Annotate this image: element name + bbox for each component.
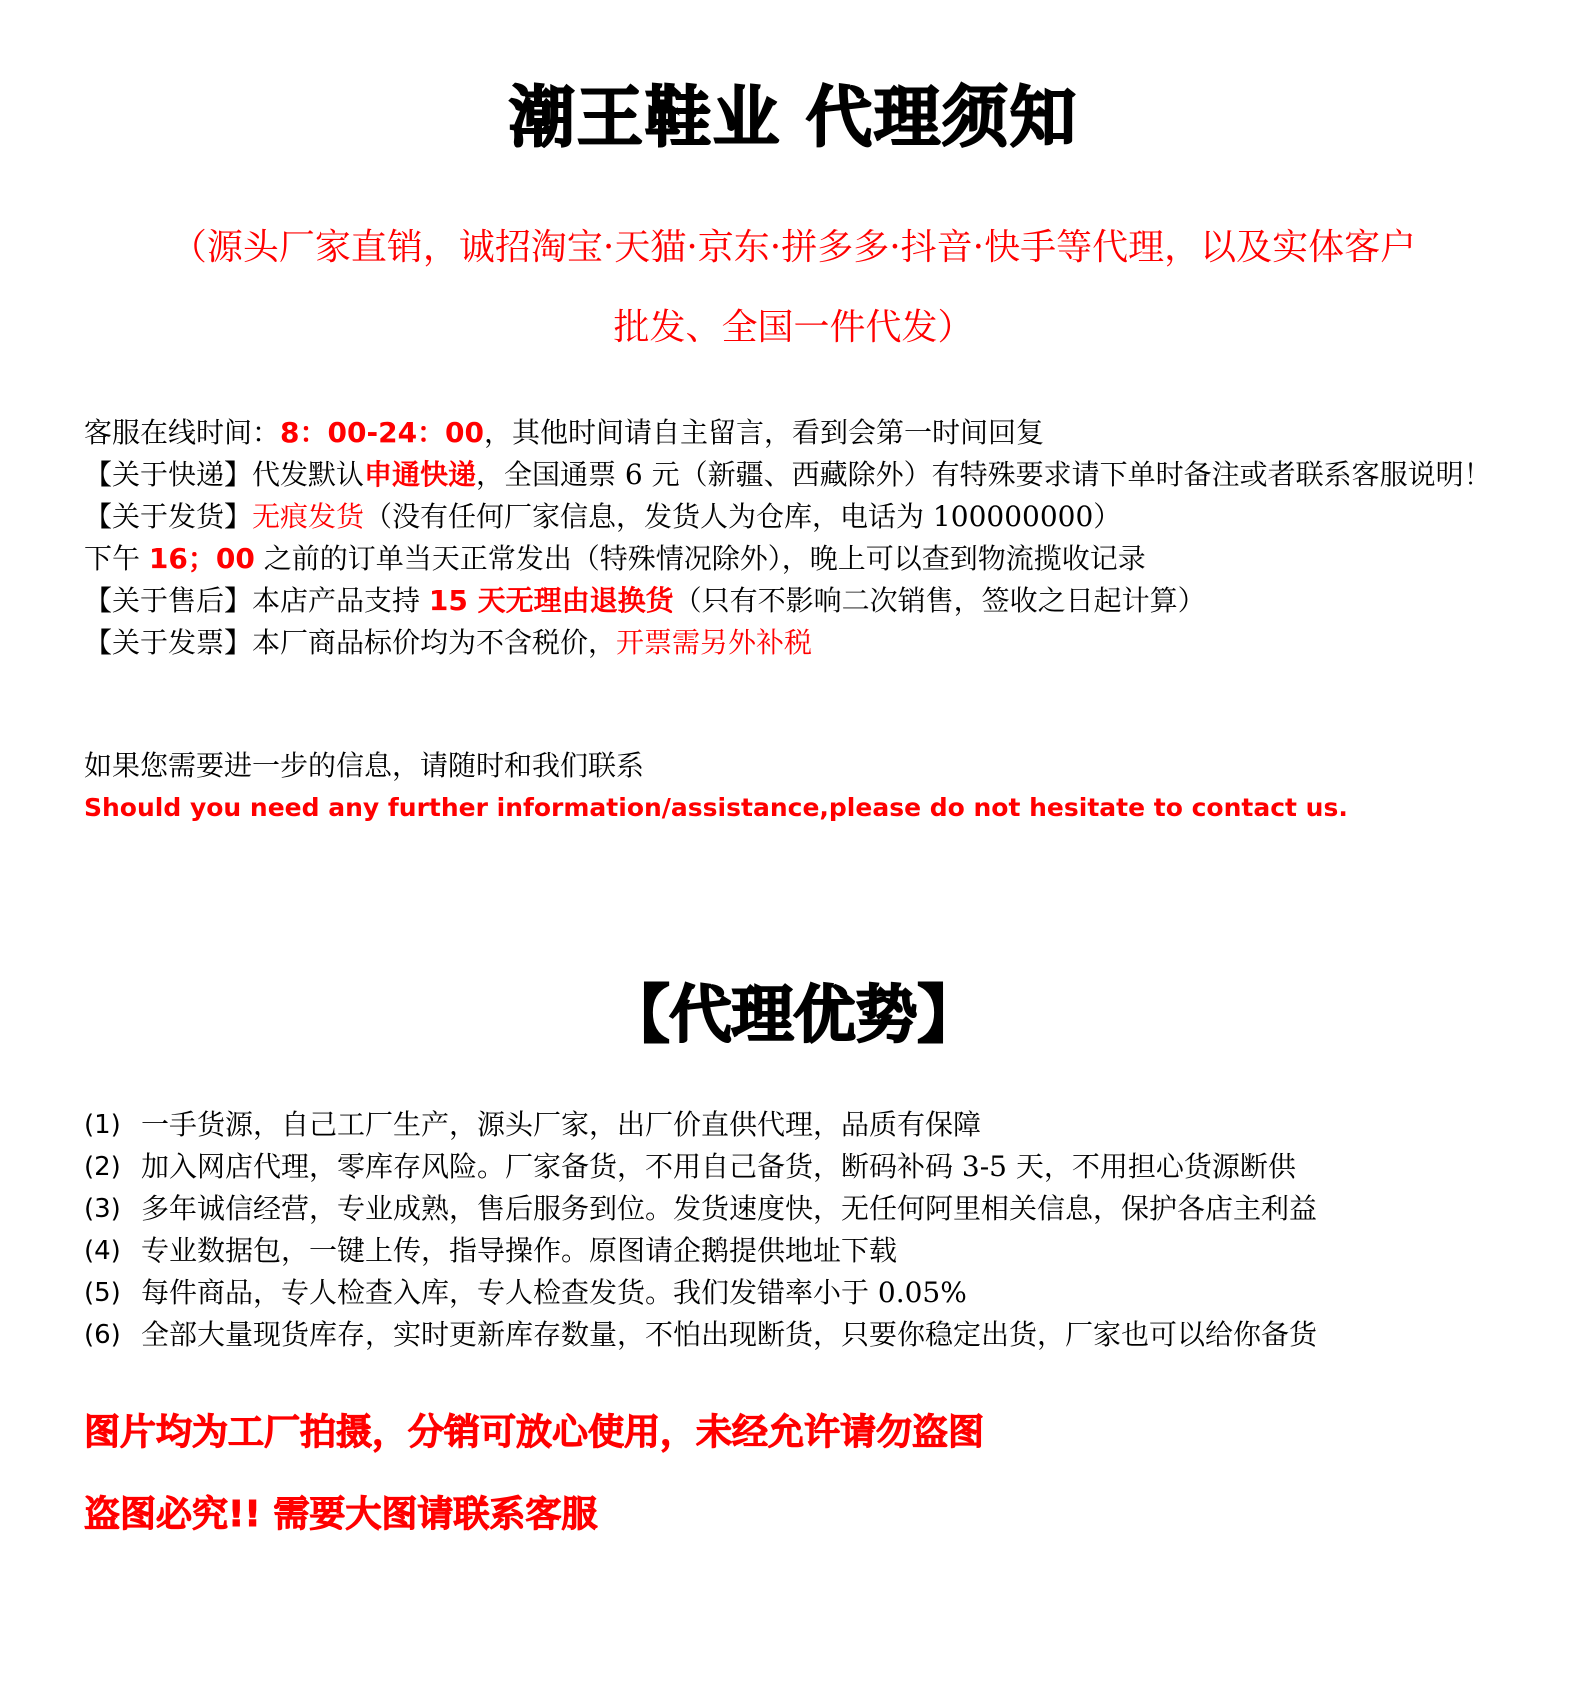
shipping-line (84, 496, 1524, 538)
aftersale-note: （只有不影响二次销售，签收之日起计算） (673, 584, 1206, 617)
copyright-warning: 图片均为工厂拍摄，分销可放心使用，未经允许请勿盗图 (84, 1412, 985, 1453)
list-item-number: (1) (84, 1110, 121, 1140)
advantages-list (84, 1104, 1524, 1356)
list-item-text: 多年诚信经营，专业成熟，售后服务到位。发货速度快，无任何阿里相关信息，保护各店主利益 (141, 1192, 1318, 1225)
list-item-number: (5) (84, 1278, 121, 1308)
list-item-text: 全部大量现货库存，实时更新库存数量，不怕出现断货，只要你稳定出货，厂家也可以给你备货 (141, 1318, 1318, 1351)
list-item (84, 1146, 1524, 1188)
list-item (84, 1104, 1524, 1146)
list-item-text: 专业数据包，一键上传，指导操作。原图请企鹅提供地址下载 (141, 1234, 898, 1267)
express-line (84, 454, 1524, 496)
shipping-label: 【关于发货】 (84, 500, 253, 533)
invoice-highlight: 开票需另外补税 (616, 626, 813, 659)
list-item-number: (4) (84, 1236, 121, 1266)
list-item (84, 1230, 1524, 1272)
invoice-line (84, 622, 1524, 664)
cutoff-note: 之前的订单当天正常发出（特殊情况除外），晚上可以查到物流揽收记录 (254, 542, 1146, 575)
contact-text-en: Should you need any further information/assistance,please do not hesitate to contact us. (84, 793, 1348, 822)
subtitle-line-2: 批发、全国一件代发） (613, 307, 974, 348)
invoice-label: 【关于发票】本厂商品标价均为不含税价， (84, 626, 617, 659)
contact-block (84, 745, 1524, 829)
notice-info-block (84, 412, 1524, 664)
list-item-number: (3) (84, 1194, 121, 1224)
list-item-text: 每件商品，专人检查入库，专人检查发货。我们发错率小于 0.05% (141, 1276, 967, 1309)
express-label: 【关于快递】代发默认 (84, 458, 365, 491)
list-item-number: (2) (84, 1152, 121, 1182)
express-carrier: 申通快递 (364, 458, 477, 491)
list-item (84, 1314, 1524, 1356)
list-item-text: 加入网店代理，零库存风险。厂家备货，不用自己备货，断码补码 3-5 天，不用担心货源断供 (141, 1150, 1296, 1183)
subtitle-line-1: （源头厂家直销，诚招淘宝·天猫·京东·拼多多·抖音·快手等代理，以及实体客户 (170, 227, 1417, 268)
aftersale-line (84, 580, 1524, 622)
express-note: ，全国通票 6 元（新疆、西藏除外）有特殊要求请下单时备注或者联系客服说明！ (476, 458, 1492, 491)
service-hours-label: 客服在线时间： (84, 416, 281, 449)
list-item-text: 一手货源，自己工厂生产，源头厂家，出厂价直供代理，品质有保障 (141, 1108, 982, 1141)
service-hours-note: ，其他时间请自主留言，看到会第一时间回复 (484, 416, 1045, 449)
cutoff-line (84, 538, 1524, 580)
contact-for-images-warning: 盗图必究!! 需要大图请联系客服 (84, 1494, 598, 1535)
list-item (84, 1272, 1524, 1314)
shipping-note: （没有任何厂家信息，发货人为仓库，电话为 100000000） (364, 500, 1122, 533)
aftersale-label: 【关于售后】本店产品支持 (84, 584, 429, 617)
cutoff-time: 16；00 (148, 542, 255, 575)
service-hours-time: 8：00-24：00 (280, 416, 485, 449)
contact-text-cn: 如果您需要进一步的信息，请随时和我们联系 (84, 749, 645, 782)
list-item-number: (6) (84, 1320, 121, 1350)
advantages-title: 【代理优势】 (607, 978, 980, 1051)
list-item (84, 1188, 1524, 1230)
aftersale-highlight: 15 天无理由退换货 (428, 584, 674, 617)
shipping-highlight: 无痕发货 (252, 500, 365, 533)
cutoff-label: 下午 (84, 542, 149, 575)
service-hours-line (84, 412, 1524, 454)
page-title: 潮王鞋业 代理须知 (509, 79, 1078, 156)
